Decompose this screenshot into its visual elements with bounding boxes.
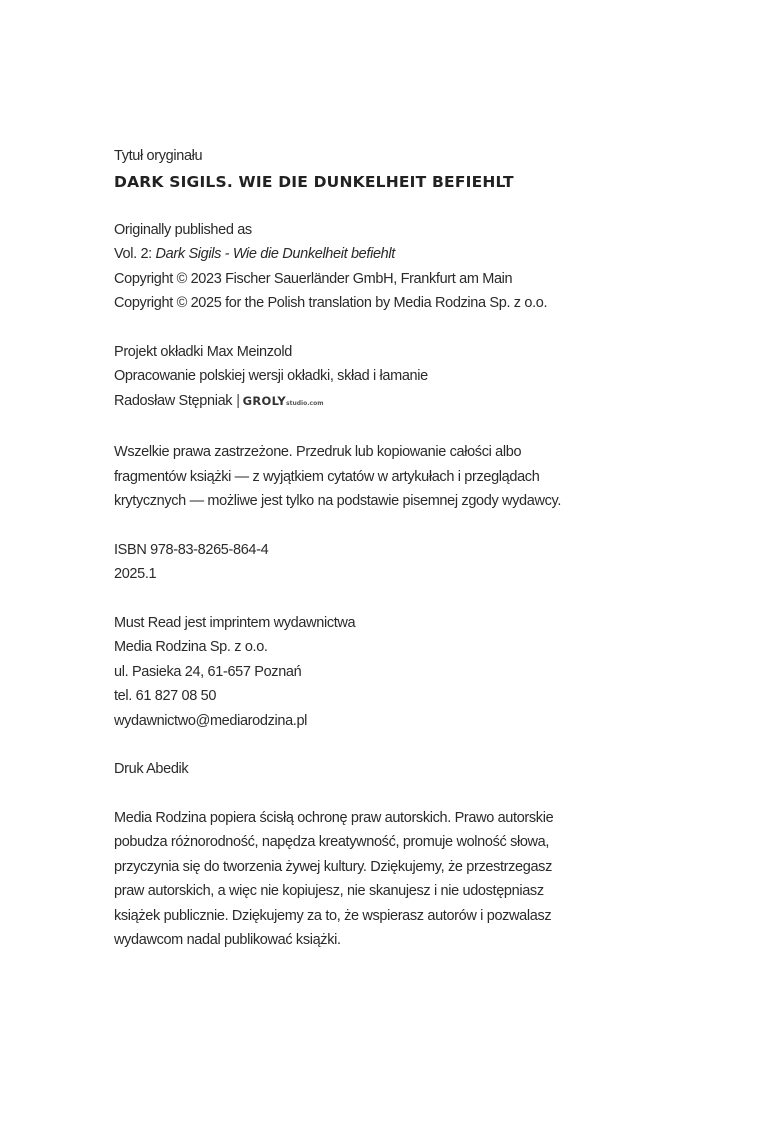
original-title-label: Tytuł oryginału	[114, 148, 203, 164]
original-title: DARK SIGILS. WIE DIE DUNKELHEIT BEFIEHLT	[114, 172, 514, 191]
copyright-note-line: pobudza różnorodność, napędza kreatywność, promuje wolność słowa,	[114, 834, 550, 850]
imprint-line: Must Read jest imprintem wydawnictwa	[114, 614, 356, 631]
print-block	[114, 757, 734, 782]
copyright-note-block	[114, 806, 734, 953]
copyright-note-line: wydawcom nadal publikować książki.	[114, 932, 341, 948]
originally-published-line: Originally published as	[114, 221, 252, 238]
publisher-email: wydawnictwo@mediarodzina.pl	[114, 712, 308, 729]
edition-number: 2025.1	[114, 566, 157, 582]
isbn-number: ISBN 978-83-8265-864-4	[114, 541, 269, 558]
publisher-address: ul. Pasieka 24, 61-657 Poznań	[114, 663, 302, 680]
logo-mark: GROLY	[242, 393, 287, 408]
publisher-block	[114, 611, 734, 734]
copyright-note-line: książek publicznie. Dziękujemy za to, że wspierasz autorów i pozwalasz	[114, 907, 552, 924]
volume-prefix: Vol. 2:	[114, 246, 156, 262]
publisher-name: Media Rodzina Sp. z o.o.	[114, 639, 268, 655]
designer-line	[114, 389, 734, 417]
rights-line: Wszelkie prawa zastrzeżone. Przedruk lub kopiowanie całości albo	[114, 444, 522, 460]
logo-separator: |	[236, 392, 240, 409]
printer-line: Druk Abedik	[114, 761, 189, 777]
volume-title: Dark Sigils - Wie die Dunkelheit befiehlt	[155, 246, 395, 262]
rights-block	[114, 440, 734, 514]
publication-block	[114, 218, 734, 316]
logo-subtext: studio.com	[286, 399, 324, 407]
cover-design-credit: Projekt okładki Max Meinzold	[114, 343, 292, 360]
credits-block	[114, 340, 734, 417]
copyright-translation: Copyright © 2025 for the Polish translation by Media Rodzina Sp. z o.o.	[114, 295, 548, 311]
rights-line: fragmentów książki — z wyjątkiem cytatów w artykułach i przeglądach	[114, 468, 540, 485]
rights-line: krytycznych — możliwe jest tylko na podstawie pisemnej zgody wydawcy.	[114, 493, 562, 509]
copyright-note-line: Media Rodzina popiera ścisłą ochronę praw autorskich. Prawo autorskie	[114, 809, 554, 826]
layout-credit: Opracowanie polskiej wersji okładki, skład i łamanie	[114, 368, 428, 384]
designer-name: Radosław Stępniak	[114, 392, 233, 409]
isbn-block	[114, 538, 734, 587]
publisher-phone: tel. 61 827 08 50	[114, 688, 217, 704]
copyright-note-line: przyczynia się do tworzenia żywej kultury. Dziękujemy, że przestrzegasz	[114, 858, 552, 875]
studio-logo	[234, 389, 323, 417]
original-title-block	[114, 144, 734, 194]
copyright-original: Copyright © 2023 Fischer Sauerländer GmbH, Frankfurt am Main	[114, 270, 513, 287]
copyright-note-line: praw autorskich, a więc nie kopiujesz, nie skanujesz i nie udostępniasz	[114, 883, 544, 899]
copyright-page	[114, 144, 734, 953]
volume-line	[114, 242, 734, 267]
